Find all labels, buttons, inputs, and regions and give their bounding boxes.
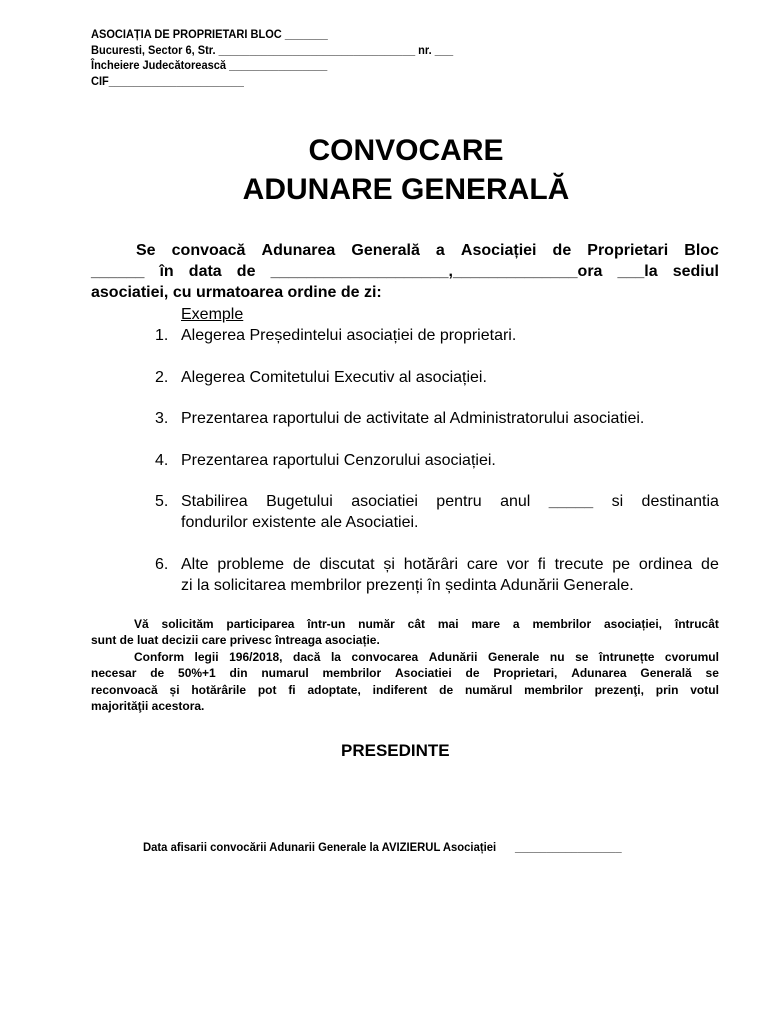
notice-p2-line-4: majorităţii acestora.: [91, 698, 205, 713]
word: numarul: [261, 666, 309, 681]
word: necesar: [91, 666, 137, 681]
word: asociatiei: [351, 493, 418, 510]
header-address: Bucuresti, Sector 6, Str. ________________________________ nr. ___: [91, 42, 454, 57]
posting-date-label: Data afisarii convocării Adunarii Generale la AVIZIERUL Asociației: [143, 840, 497, 854]
quorum-notice: [91, 649, 719, 714]
word: se: [705, 666, 719, 681]
agenda-item-6-line-2: zi la solicitarea membrilor prezenți în ședinta Adunării Generale.: [181, 577, 634, 594]
word: întrucât: [674, 617, 719, 631]
word: ______: [91, 263, 145, 280]
word: Bugetului: [266, 493, 333, 510]
word: Bloc: [684, 242, 719, 259]
word: Adunării: [428, 650, 478, 664]
agenda-item-number: 2.: [155, 369, 169, 386]
agenda-item-number: 1.: [155, 327, 169, 344]
posting-date-line: [143, 839, 622, 855]
word: Generală: [640, 666, 692, 681]
word: a: [512, 617, 520, 631]
agenda-item-number: 5.: [155, 493, 169, 510]
word: ___la: [617, 263, 658, 280]
word: într-un: [307, 617, 346, 631]
word: care: [466, 556, 498, 573]
word: votul: [690, 682, 719, 697]
agenda-item-number: 3.: [155, 410, 169, 427]
word: numărul: [464, 682, 513, 697]
word: hotărârile: [191, 682, 247, 697]
word: convocarea: [351, 650, 419, 664]
intro-line-1: [91, 240, 719, 261]
agenda-item-6-line-1: [181, 554, 719, 575]
word: membrilor: [524, 682, 583, 697]
word: fi: [537, 556, 546, 573]
document-subtitle: ADUNARE GENERALĂ: [242, 173, 570, 206]
word: adoptate,: [307, 682, 361, 697]
word: fi: [288, 682, 296, 697]
word: nu: [549, 650, 565, 664]
word: vor: [506, 556, 529, 573]
word: pentru: [436, 493, 482, 510]
header-court-decision: Încheiere Judecătorească ________________: [91, 58, 328, 72]
word: Alte: [181, 556, 209, 573]
word: sediul: [672, 263, 719, 280]
word: de: [150, 666, 165, 681]
word: 196/2018,: [229, 650, 283, 664]
president-signature-label: PRESEDINTE: [341, 741, 450, 760]
word: de: [552, 242, 572, 259]
word: hotărâri: [403, 556, 459, 573]
agenda-item-text: Prezentarea raportului Cenzorului asociației.: [181, 452, 496, 469]
word: Asociației: [460, 242, 537, 259]
word: data: [188, 263, 222, 280]
word: număr: [358, 617, 395, 631]
word: Asociatiei: [395, 666, 452, 681]
notice-p2-line-1: [91, 649, 719, 665]
word: Conform: [134, 650, 184, 664]
word: membrilor: [532, 617, 592, 631]
word: 50%+1: [178, 666, 216, 681]
word: pe: [612, 556, 631, 573]
word: și: [383, 556, 395, 573]
word: Adunarea: [261, 242, 336, 259]
word: pot: [257, 682, 277, 697]
word: convoacă: [171, 242, 246, 259]
agenda-item-text: [181, 491, 719, 533]
word: si: [611, 493, 624, 510]
word: ____________________,______________ora: [270, 263, 603, 280]
examples-label: Exemple: [181, 306, 244, 323]
notice-p1-line-1: [91, 616, 719, 632]
word: prezenţi,: [594, 682, 644, 697]
word: mai: [437, 617, 459, 631]
word: de: [236, 263, 256, 280]
word: anul: [500, 493, 531, 510]
word: Stabilirea: [181, 493, 248, 510]
word: de: [439, 682, 454, 697]
word: din: [229, 666, 248, 681]
agenda-item-5-line-1: [181, 491, 719, 512]
word: ordinea: [638, 556, 693, 573]
word: și: [169, 682, 180, 697]
word: dacă: [293, 650, 321, 664]
word: prin: [655, 682, 679, 697]
word: _____: [548, 493, 594, 510]
word: Proprietari,: [493, 666, 558, 681]
word: destinantia: [641, 493, 719, 510]
notice-p1-line-2: sunt de luat decizii care privesc întreaga asociație.: [91, 633, 380, 648]
word: Generale: [487, 650, 540, 664]
word: participarea: [226, 617, 295, 631]
agenda-item-5-line-2: fondurilor existente ale Asociatiei.: [181, 514, 419, 531]
agenda-item-text: [181, 554, 719, 596]
word: trecute: [554, 556, 604, 573]
notice-p2-line-3: [91, 682, 719, 698]
agenda-item-text: Alegerea Comitetului Executiv al asociației.: [181, 369, 487, 386]
agenda-item-number: 6.: [155, 556, 169, 573]
word: Adunarea: [571, 666, 627, 681]
word: Vă: [134, 617, 149, 631]
word: indiferent: [372, 682, 428, 697]
intro-line-3: asociatiei, cu urmatoarea ordine de zi:: [91, 284, 382, 301]
intro-line-2: [91, 261, 719, 282]
participation-notice: [91, 616, 719, 649]
word: Generală: [351, 242, 420, 259]
notice-p2-line-2: [91, 665, 719, 681]
association-header: [91, 27, 606, 89]
word: probleme: [217, 556, 285, 573]
word: în: [159, 263, 174, 280]
word: discutat: [319, 556, 375, 573]
word: cât: [407, 617, 426, 631]
word: reconvoacă: [91, 682, 158, 697]
document-title: CONVOCARE: [308, 134, 504, 167]
word: cvorumul: [664, 650, 719, 664]
word: întrunețte: [599, 650, 655, 664]
word: de: [292, 556, 311, 573]
word: de: [465, 666, 480, 681]
header-association-name: ASOCIAȚIA DE PROPRIETARI BLOC _______: [91, 27, 328, 41]
word: mare: [471, 617, 501, 631]
word: legii: [194, 650, 219, 664]
agenda-item-text: Alegerea Președintelui asociației de proprietari.: [181, 327, 517, 344]
word: Proprietari: [587, 242, 669, 259]
posting-date-blank: _________________: [514, 840, 622, 854]
convocation-paragraph: [91, 240, 719, 303]
word: asociației,: [603, 617, 663, 631]
word: a: [435, 242, 445, 259]
word: de: [701, 556, 719, 573]
header-cif: CIF______________________: [91, 73, 244, 88]
agenda-item-text: Prezentarea raportului de activitate al Administratorului asociatiei.: [181, 410, 645, 427]
word: se: [575, 650, 589, 664]
word: Se: [136, 242, 156, 259]
word: la: [330, 650, 341, 664]
word: solicităm: [161, 617, 214, 631]
agenda-item-number: 4.: [155, 452, 169, 469]
word: membrilor: [322, 666, 382, 681]
